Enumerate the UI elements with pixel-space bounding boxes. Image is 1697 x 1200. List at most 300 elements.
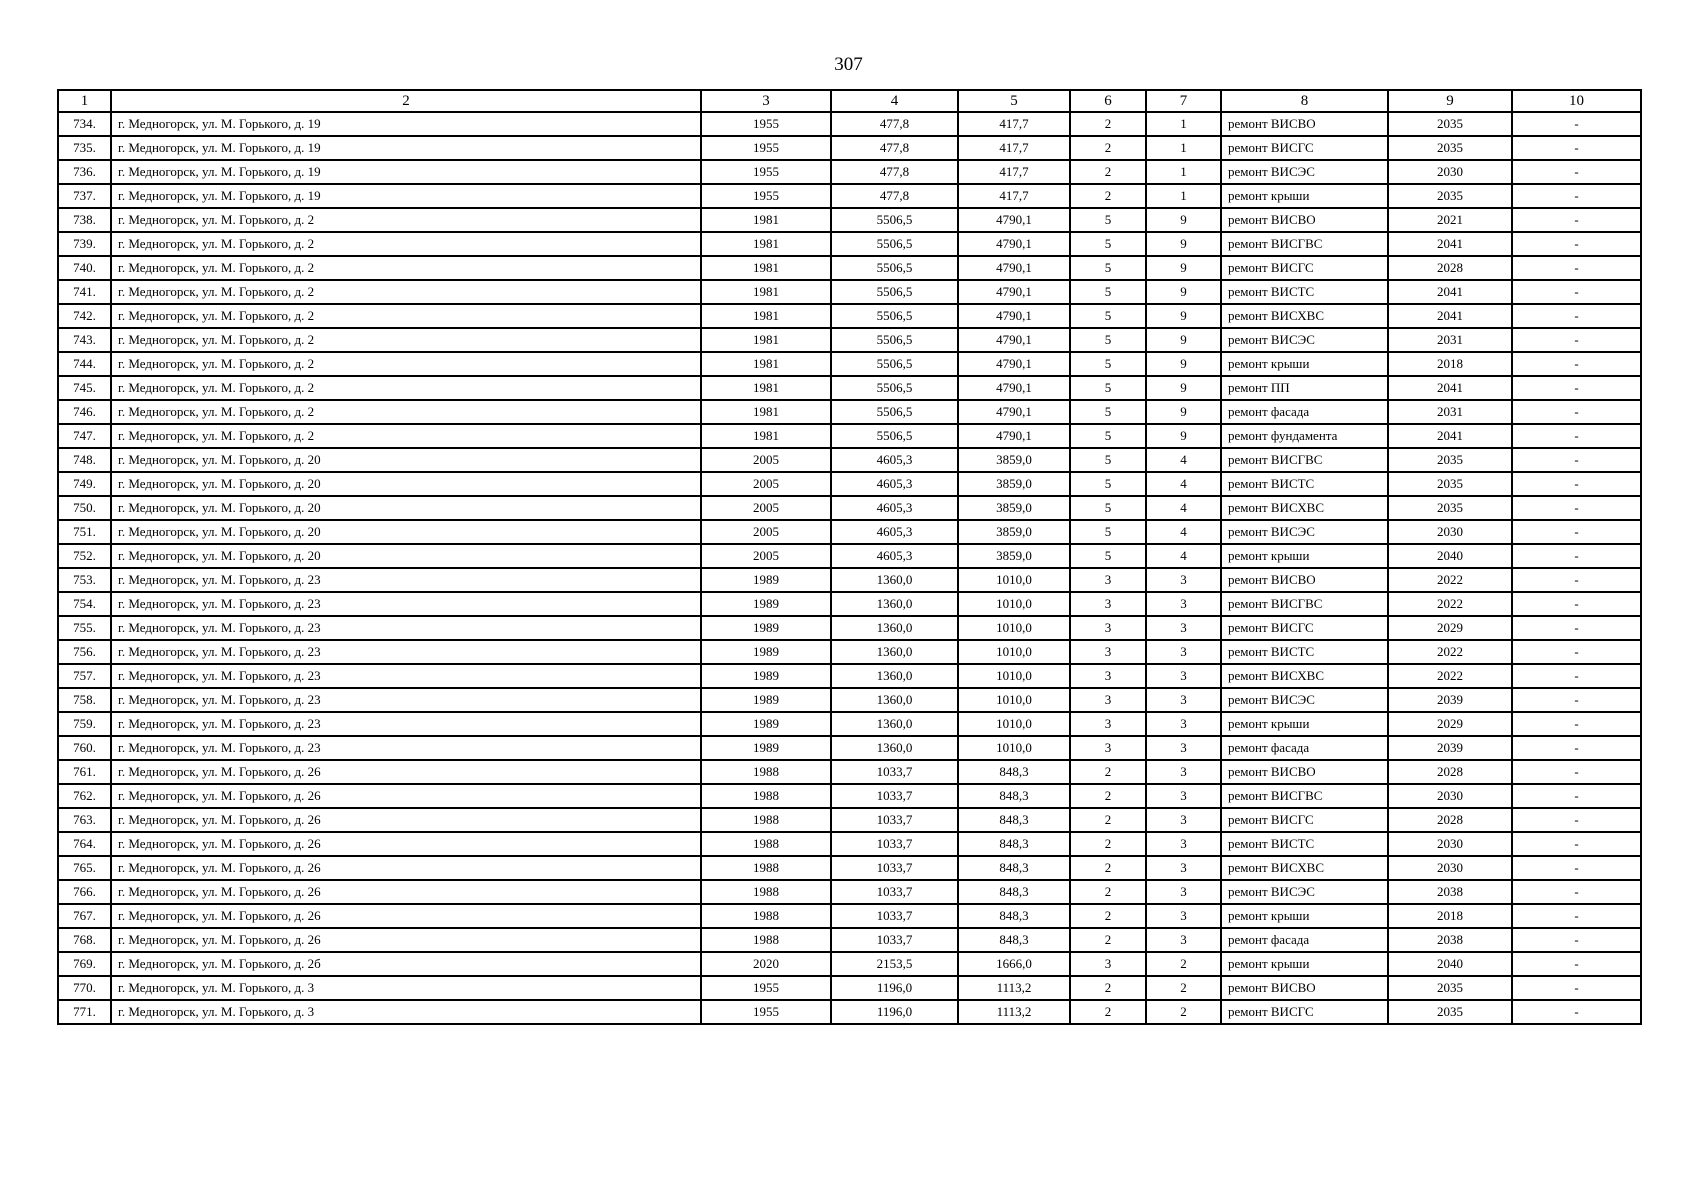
address-cell: г. Медногорск, ул. М. Горького, д. 2 [111,304,701,328]
year-cell: 1955 [701,112,831,136]
living-area-cell: 1113,2 [958,976,1070,1000]
table-row [58,640,1641,664]
term-cell: 2035 [1388,136,1512,160]
living-area-cell: 4790,1 [958,376,1070,400]
living-area-cell: 417,7 [958,184,1070,208]
term-cell: 2035 [1388,496,1512,520]
total-area-cell: 4605,3 [831,520,958,544]
living-area-cell: 4790,1 [958,280,1070,304]
living-area-cell: 848,3 [958,832,1070,856]
column-header: 9 [1388,90,1512,112]
year-cell: 2020 [701,952,831,976]
entrances-cell: 3 [1146,592,1221,616]
note-cell: - [1512,184,1641,208]
living-area-cell: 4790,1 [958,256,1070,280]
column-header: 1 [58,90,111,112]
total-area-cell: 477,8 [831,184,958,208]
table-row [58,160,1641,184]
year-cell: 2005 [701,448,831,472]
living-area-cell: 4790,1 [958,328,1070,352]
total-area-cell: 2153,5 [831,952,958,976]
note-cell: - [1512,424,1641,448]
table-row [58,424,1641,448]
floors-cell: 3 [1070,952,1146,976]
floors-cell: 2 [1070,136,1146,160]
total-area-cell: 5506,5 [831,352,958,376]
table-row [58,520,1641,544]
work-type-cell: ремонт ВИСЭС [1221,160,1388,184]
work-type-cell: ремонт ВИСВО [1221,568,1388,592]
term-cell: 2028 [1388,760,1512,784]
floors-cell: 2 [1070,112,1146,136]
term-cell: 2035 [1388,184,1512,208]
work-type-cell: ремонт ВИСЭС [1221,328,1388,352]
floors-cell: 5 [1070,280,1146,304]
floors-cell: 5 [1070,376,1146,400]
total-area-cell: 5506,5 [831,424,958,448]
table-row [58,904,1641,928]
living-area-cell: 417,7 [958,112,1070,136]
term-cell: 2041 [1388,232,1512,256]
address-cell: г. Медногорск, ул. М. Горького, д. 19 [111,184,701,208]
work-type-cell: ремонт ВИСГВС [1221,448,1388,472]
column-header: 4 [831,90,958,112]
term-cell: 2039 [1388,736,1512,760]
work-type-cell: ремонт ВИСГВС [1221,232,1388,256]
term-cell: 2035 [1388,976,1512,1000]
address-cell: г. Медногорск, ул. М. Горького, д. 26 [111,784,701,808]
total-area-cell: 1033,7 [831,784,958,808]
floors-cell: 5 [1070,520,1146,544]
row-number-cell: 746. [58,400,111,424]
note-cell: - [1512,304,1641,328]
address-cell: г. Медногорск, ул. М. Горького, д. 2 [111,424,701,448]
address-cell: г. Медногорск, ул. М. Горького, д. 2 [111,400,701,424]
address-cell: г. Медногорск, ул. М. Горького, д. 2 [111,352,701,376]
term-cell: 2041 [1388,424,1512,448]
row-number-cell: 754. [58,592,111,616]
total-area-cell: 4605,3 [831,496,958,520]
year-cell: 1988 [701,928,831,952]
entrances-cell: 9 [1146,208,1221,232]
entrances-cell: 9 [1146,280,1221,304]
address-cell: г. Медногорск, ул. М. Горького, д. 2 [111,232,701,256]
entrances-cell: 2 [1146,952,1221,976]
term-cell: 2040 [1388,952,1512,976]
floors-cell: 5 [1070,400,1146,424]
column-header: 6 [1070,90,1146,112]
work-type-cell: ремонт ВИСВО [1221,976,1388,1000]
note-cell: - [1512,808,1641,832]
note-cell: - [1512,136,1641,160]
term-cell: 2028 [1388,808,1512,832]
living-area-cell: 848,3 [958,856,1070,880]
total-area-cell: 1360,0 [831,664,958,688]
term-cell: 2031 [1388,328,1512,352]
term-cell: 2041 [1388,376,1512,400]
work-type-cell: ремонт ВИСТС [1221,640,1388,664]
table-row [58,352,1641,376]
work-type-cell: ремонт фасада [1221,400,1388,424]
entrances-cell: 2 [1146,976,1221,1000]
table-row [58,568,1641,592]
term-cell: 2021 [1388,208,1512,232]
row-number-cell: 743. [58,328,111,352]
term-cell: 2040 [1388,544,1512,568]
work-type-cell: ремонт ВИСТС [1221,280,1388,304]
address-cell: г. Медногорск, ул. М. Горького, д. 3 [111,1000,701,1024]
entrances-cell: 9 [1146,424,1221,448]
address-cell: г. Медногорск, ул. М. Горького, д. 19 [111,112,701,136]
term-cell: 2038 [1388,928,1512,952]
work-type-cell: ремонт ВИСГС [1221,1000,1388,1024]
column-header: 10 [1512,90,1641,112]
year-cell: 2005 [701,520,831,544]
note-cell: - [1512,208,1641,232]
row-number-cell: 750. [58,496,111,520]
total-area-cell: 4605,3 [831,544,958,568]
note-cell: - [1512,712,1641,736]
floors-cell: 5 [1070,256,1146,280]
row-number-cell: 739. [58,232,111,256]
row-number-cell: 756. [58,640,111,664]
address-cell: г. Медногорск, ул. М. Горького, д. 26 [111,856,701,880]
year-cell: 1989 [701,592,831,616]
entrances-cell: 9 [1146,304,1221,328]
term-cell: 2041 [1388,280,1512,304]
year-cell: 1981 [701,376,831,400]
table-row [58,1000,1641,1024]
year-cell: 1955 [701,184,831,208]
table-body [58,112,1641,1024]
note-cell: - [1512,640,1641,664]
year-cell: 1988 [701,760,831,784]
year-cell: 1989 [701,736,831,760]
row-number-cell: 753. [58,568,111,592]
table-row [58,328,1641,352]
living-area-cell: 1010,0 [958,592,1070,616]
entrances-cell: 4 [1146,544,1221,568]
row-number-cell: 751. [58,520,111,544]
entrances-cell: 1 [1146,112,1221,136]
note-cell: - [1512,280,1641,304]
row-number-cell: 761. [58,760,111,784]
note-cell: - [1512,760,1641,784]
term-cell: 2030 [1388,520,1512,544]
living-area-cell: 848,3 [958,880,1070,904]
floors-cell: 5 [1070,304,1146,328]
floors-cell: 2 [1070,832,1146,856]
total-area-cell: 5506,5 [831,280,958,304]
address-cell: г. Медногорск, ул. М. Горького, д. 20 [111,496,701,520]
entrances-cell: 3 [1146,640,1221,664]
work-type-cell: ремонт ВИСХВС [1221,496,1388,520]
note-cell: - [1512,880,1641,904]
address-cell: г. Медногорск, ул. М. Горького, д. 23 [111,616,701,640]
address-cell: г. Медногорск, ул. М. Горького, д. 19 [111,136,701,160]
row-number-cell: 766. [58,880,111,904]
note-cell: - [1512,352,1641,376]
address-cell: г. Медногорск, ул. М. Горького, д. 26 [111,904,701,928]
year-cell: 1981 [701,208,831,232]
note-cell: - [1512,904,1641,928]
floors-cell: 3 [1070,568,1146,592]
note-cell: - [1512,112,1641,136]
note-cell: - [1512,496,1641,520]
living-area-cell: 1010,0 [958,688,1070,712]
term-cell: 2030 [1388,160,1512,184]
living-area-cell: 3859,0 [958,544,1070,568]
column-header: 5 [958,90,1070,112]
floors-cell: 2 [1070,808,1146,832]
table-row [58,880,1641,904]
address-cell: г. Медногорск, ул. М. Горького, д. 26 [111,880,701,904]
table-row [58,736,1641,760]
living-area-cell: 1010,0 [958,712,1070,736]
note-cell: - [1512,160,1641,184]
table-row [58,832,1641,856]
work-type-cell: ремонт ПП [1221,376,1388,400]
row-number-cell: 736. [58,160,111,184]
year-cell: 1988 [701,832,831,856]
note-cell: - [1512,544,1641,568]
row-number-cell: 737. [58,184,111,208]
term-cell: 2029 [1388,712,1512,736]
work-type-cell: ремонт ВИСГС [1221,136,1388,160]
total-area-cell: 5506,5 [831,328,958,352]
work-type-cell: ремонт ВИСЭС [1221,880,1388,904]
entrances-cell: 3 [1146,616,1221,640]
note-cell: - [1512,784,1641,808]
work-type-cell: ремонт фундамента [1221,424,1388,448]
note-cell: - [1512,592,1641,616]
total-area-cell: 1360,0 [831,592,958,616]
year-cell: 1988 [701,808,831,832]
note-cell: - [1512,328,1641,352]
note-cell: - [1512,376,1641,400]
work-type-cell: ремонт ВИСХВС [1221,664,1388,688]
year-cell: 2005 [701,472,831,496]
term-cell: 2030 [1388,856,1512,880]
term-cell: 2038 [1388,880,1512,904]
row-number-cell: 770. [58,976,111,1000]
floors-cell: 5 [1070,424,1146,448]
row-number-cell: 735. [58,136,111,160]
term-cell: 2018 [1388,904,1512,928]
floors-cell: 2 [1070,1000,1146,1024]
year-cell: 1981 [701,352,831,376]
work-type-cell: ремонт фасада [1221,736,1388,760]
table-row [58,928,1641,952]
total-area-cell: 477,8 [831,112,958,136]
row-number-cell: 747. [58,424,111,448]
floors-cell: 5 [1070,472,1146,496]
floors-cell: 3 [1070,736,1146,760]
total-area-cell: 477,8 [831,160,958,184]
table-row [58,280,1641,304]
entrances-cell: 3 [1146,880,1221,904]
living-area-cell: 4790,1 [958,400,1070,424]
total-area-cell: 1196,0 [831,976,958,1000]
living-area-cell: 4790,1 [958,232,1070,256]
term-cell: 2035 [1388,448,1512,472]
year-cell: 1989 [701,616,831,640]
row-number-cell: 742. [58,304,111,328]
column-header: 8 [1221,90,1388,112]
entrances-cell: 3 [1146,832,1221,856]
year-cell: 1981 [701,304,831,328]
table-row [58,136,1641,160]
floors-cell: 3 [1070,640,1146,664]
entrances-cell: 3 [1146,784,1221,808]
row-number-cell: 771. [58,1000,111,1024]
living-area-cell: 848,3 [958,928,1070,952]
table-row [58,112,1641,136]
year-cell: 1981 [701,328,831,352]
note-cell: - [1512,736,1641,760]
living-area-cell: 1113,2 [958,1000,1070,1024]
address-cell: г. Медногорск, ул. М. Горького, д. 2 [111,328,701,352]
living-area-cell: 417,7 [958,136,1070,160]
year-cell: 1989 [701,664,831,688]
living-area-cell: 4790,1 [958,304,1070,328]
work-type-cell: ремонт ВИСГС [1221,808,1388,832]
living-area-cell: 417,7 [958,160,1070,184]
living-area-cell: 1010,0 [958,736,1070,760]
floors-cell: 3 [1070,664,1146,688]
address-cell: г. Медногорск, ул. М. Горького, д. 23 [111,736,701,760]
living-area-cell: 4790,1 [958,424,1070,448]
floors-cell: 2 [1070,760,1146,784]
note-cell: - [1512,976,1641,1000]
term-cell: 2039 [1388,688,1512,712]
row-number-cell: 745. [58,376,111,400]
row-number-cell: 762. [58,784,111,808]
note-cell: - [1512,448,1641,472]
year-cell: 1955 [701,160,831,184]
note-cell: - [1512,688,1641,712]
work-type-cell: ремонт ВИСГВС [1221,784,1388,808]
living-area-cell: 1010,0 [958,664,1070,688]
term-cell: 2030 [1388,784,1512,808]
row-number-cell: 748. [58,448,111,472]
year-cell: 1989 [701,712,831,736]
entrances-cell: 2 [1146,1000,1221,1024]
term-cell: 2035 [1388,1000,1512,1024]
entrances-cell: 4 [1146,448,1221,472]
entrances-cell: 9 [1146,232,1221,256]
entrances-cell: 4 [1146,520,1221,544]
note-cell: - [1512,616,1641,640]
address-cell: г. Медногорск, ул. М. Горького, д. 26 [111,808,701,832]
total-area-cell: 1360,0 [831,616,958,640]
total-area-cell: 1033,7 [831,832,958,856]
total-area-cell: 1360,0 [831,736,958,760]
total-area-cell: 4605,3 [831,472,958,496]
entrances-cell: 9 [1146,328,1221,352]
floors-cell: 2 [1070,784,1146,808]
term-cell: 2022 [1388,568,1512,592]
floors-cell: 5 [1070,328,1146,352]
note-cell: - [1512,928,1641,952]
floors-cell: 2 [1070,184,1146,208]
work-type-cell: ремонт ВИСВО [1221,112,1388,136]
table-row [58,616,1641,640]
address-cell: г. Медногорск, ул. М. Горького, д. 23 [111,568,701,592]
row-number-cell: 760. [58,736,111,760]
total-area-cell: 1360,0 [831,568,958,592]
year-cell: 1981 [701,232,831,256]
work-type-cell: ремонт ВИСВО [1221,208,1388,232]
living-area-cell: 3859,0 [958,496,1070,520]
work-type-cell: ремонт крыши [1221,952,1388,976]
address-cell: г. Медногорск, ул. М. Горького, д. 26 [111,928,701,952]
year-cell: 1989 [701,640,831,664]
work-type-cell: ремонт ВИСГС [1221,616,1388,640]
address-cell: г. Медногорск, ул. М. Горького, д. 23 [111,664,701,688]
work-type-cell: ремонт ВИСВО [1221,760,1388,784]
note-cell: - [1512,232,1641,256]
address-cell: г. Медногорск, ул. М. Горького, д. 23 [111,688,701,712]
year-cell: 1955 [701,1000,831,1024]
entrances-cell: 1 [1146,136,1221,160]
entrances-cell: 3 [1146,664,1221,688]
work-type-cell: ремонт крыши [1221,184,1388,208]
address-cell: г. Медногорск, ул. М. Горького, д. 2 [111,280,701,304]
year-cell: 1955 [701,136,831,160]
work-type-cell: ремонт ВИСЭС [1221,520,1388,544]
living-area-cell: 848,3 [958,784,1070,808]
total-area-cell: 5506,5 [831,208,958,232]
living-area-cell: 3859,0 [958,448,1070,472]
term-cell: 2029 [1388,616,1512,640]
work-type-cell: ремонт крыши [1221,352,1388,376]
address-cell: г. Медногорск, ул. М. Горького, д. 23 [111,592,701,616]
table-row [58,856,1641,880]
total-area-cell: 1033,7 [831,808,958,832]
floors-cell: 3 [1070,688,1146,712]
entrances-cell: 3 [1146,712,1221,736]
term-cell: 2035 [1388,472,1512,496]
floors-cell: 3 [1070,616,1146,640]
entrances-cell: 3 [1146,568,1221,592]
entrances-cell: 3 [1146,928,1221,952]
entrances-cell: 4 [1146,496,1221,520]
total-area-cell: 5506,5 [831,232,958,256]
year-cell: 1989 [701,568,831,592]
entrances-cell: 3 [1146,808,1221,832]
table-row [58,808,1641,832]
floors-cell: 3 [1070,592,1146,616]
entrances-cell: 9 [1146,352,1221,376]
note-cell: - [1512,952,1641,976]
table-row [58,496,1641,520]
note-cell: - [1512,856,1641,880]
living-area-cell: 1010,0 [958,568,1070,592]
row-number-cell: 768. [58,928,111,952]
table-row [58,376,1641,400]
row-number-cell: 757. [58,664,111,688]
year-cell: 1988 [701,904,831,928]
table-row [58,664,1641,688]
floors-cell: 5 [1070,232,1146,256]
entrances-cell: 3 [1146,856,1221,880]
row-number-cell: 744. [58,352,111,376]
table-row [58,208,1641,232]
work-type-cell: ремонт фасада [1221,928,1388,952]
table-row [58,256,1641,280]
table-row [58,448,1641,472]
